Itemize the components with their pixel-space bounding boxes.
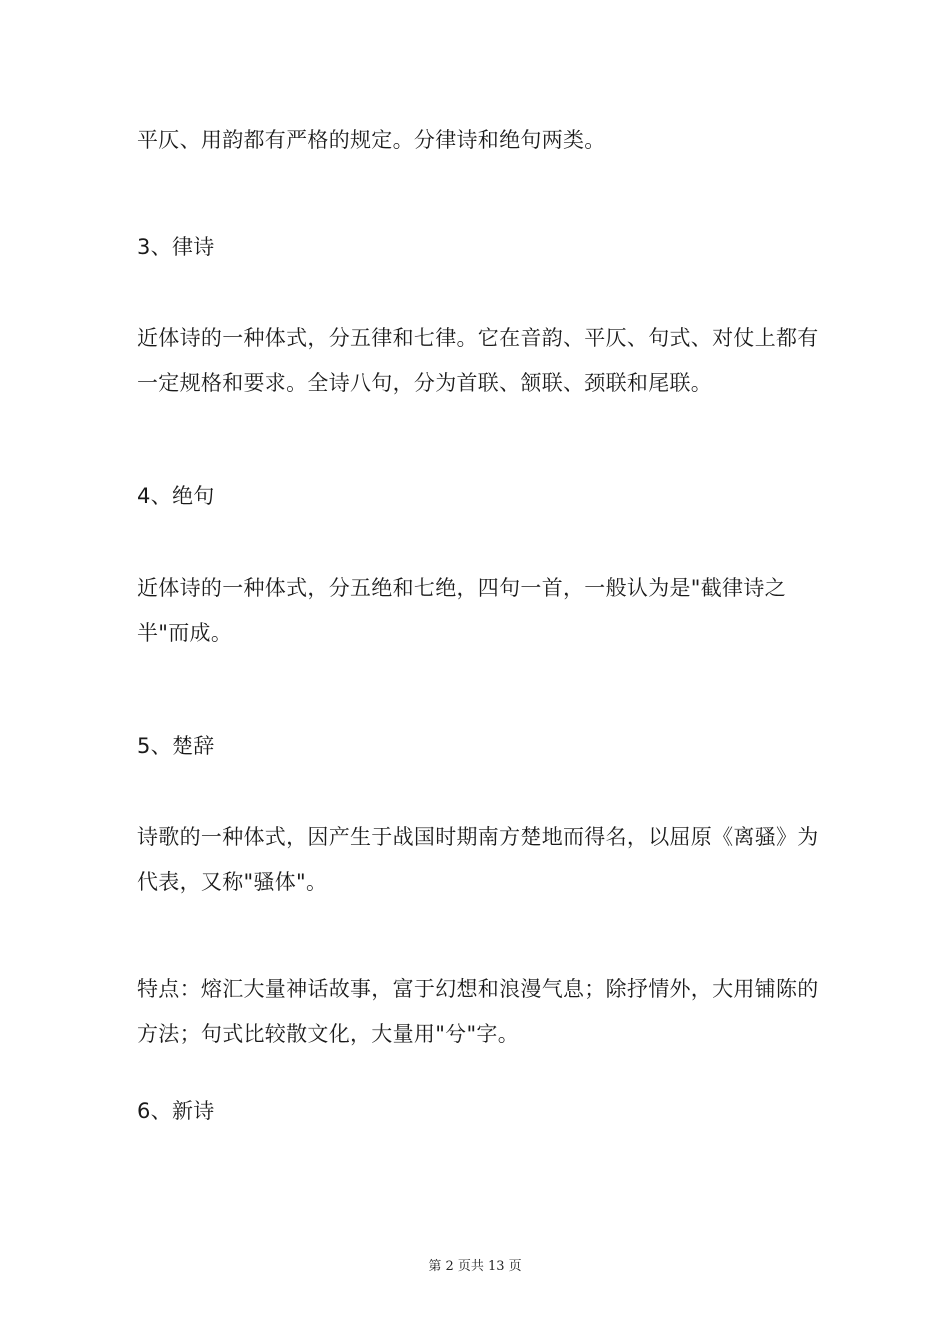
heading-lvshi: 3、律诗 [137, 235, 215, 259]
heading-jueju: 4、绝句 [137, 484, 215, 508]
paragraph-chuci: 诗歌的一种体式，因产生于战国时期南方楚地而得名，以屈原《离骚》为代表，又称"骚体"。 [137, 825, 819, 894]
paragraph-jueju: 近体诗的一种体式，分五绝和七绝，四句一首，一般认为是"截律诗之半"而成。 [137, 576, 786, 645]
paragraph-lvshi: 近体诗的一种体式，分五律和七律。它在音韵、平仄、句式、对仗上都有一定规格和要求。全诗八句，分为首联、颔联、颈联和尾联。 [137, 326, 819, 395]
paragraph-chuci-features: 特点：熔汇大量神话故事，富于幻想和浪漫气息；除抒情外，大用铺陈的方法；句式比较散文化，大量用"兮"字。 [137, 977, 819, 1046]
paragraph-intro-continued: 平仄、用韵都有严格的规定。分律诗和绝句两类。 [137, 128, 606, 152]
heading-chuci: 5、楚辞 [137, 734, 215, 758]
page-number-footer: 第 2 页共 13 页 [428, 1259, 522, 1274]
heading-xinshi: 6、新诗 [137, 1099, 215, 1123]
